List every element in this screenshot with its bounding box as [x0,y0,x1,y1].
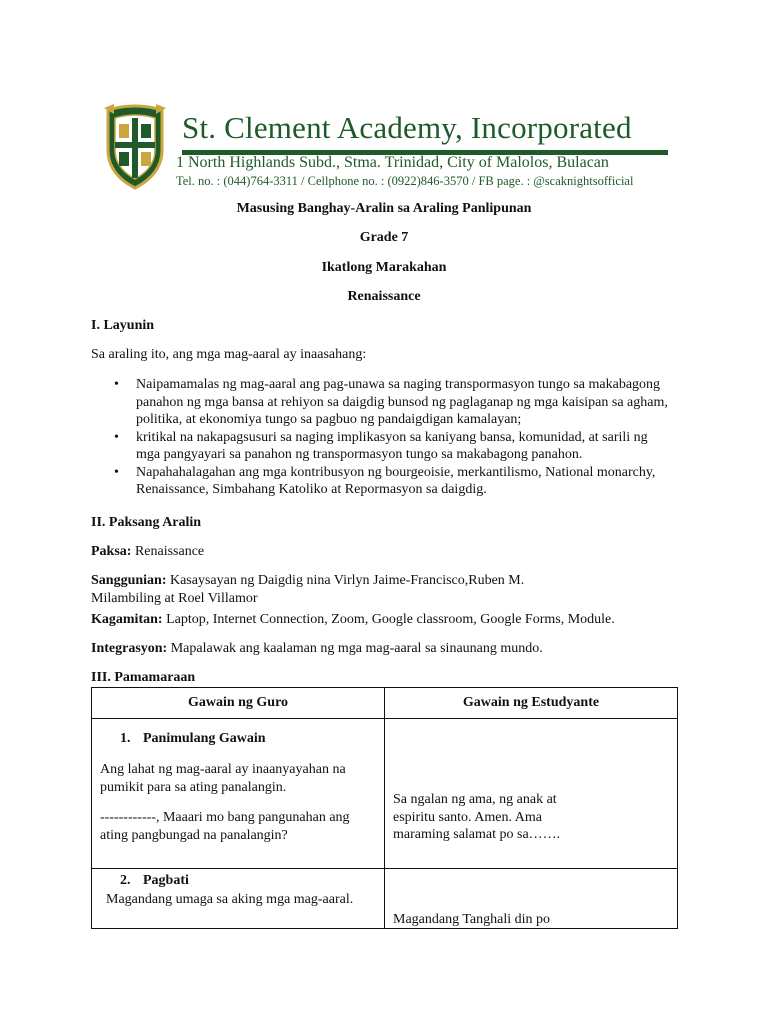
table-header-row [92,688,678,719]
guro-text: Magandang umaga sa aking mga mag-aaral. [106,892,354,907]
integrasyon-value: Mapalawak ang kaalaman ng mga mag-aaral sa sinaunang mundo. [167,641,543,656]
doc-title: Masusing Banghay-Aralin sa Araling Panlipunan [236,201,532,216]
guro-text: Ang lahat ng mag-aaral ay inaanyayahan na pumikit para sa ating panalangin. [100,762,346,795]
paksa-value: Renaissance [131,544,205,559]
column-header-estudyante: Gawain ng Estudyante [385,688,678,719]
layunin-intro: Sa araling ito, ang mga mag-aaral ay inaasahang: [91,347,367,362]
list-item-text: kritikal na nakapagsusuri sa naging implikasyon sa kaniyang bansa, komunidad, at sarili ng mga pangyayari sa panahon ng transpormasyon tungo sa makabagong panahon. [136,429,648,462]
school-name: St. Clement Academy, Incorporated [182,110,632,145]
guro-cell-panimula [92,719,385,869]
estudyante-text: Sa ngalan ng ama, ng anak at espiritu santo. Amen. Ama maraming salamat po sa……. [393,792,561,842]
guro-text: ------------, Maaari mo bang pangunahan ang ating pangbungad na panalangin? [100,810,350,843]
bullet-icon: • [114,464,119,480]
school-address: 1 North Highlands Subd., Stma. Trinidad, City of Malolos, Bulacan [176,154,609,171]
list-item [112,429,672,464]
sanggunian-line-2: Milambiling at Roel Villamor [91,591,258,606]
section-layunin-heading: I. Layunin [91,318,155,333]
lesson-procedure-table [91,687,678,929]
table-row [92,869,678,929]
bullet-icon: • [114,429,119,445]
step-title: Pagbati [143,873,189,888]
section-paksang-aralin-heading: II. Paksang Aralin [91,515,202,530]
list-item [112,376,672,429]
doc-topic: Renaissance [347,289,421,304]
sanggunian-value: Kasaysayan ng Daigdig nina Virlyn Jaime-Francisco,Ruben M. [166,573,525,588]
doc-grade: Grade 7 [359,230,409,245]
column-header-guro: Gawain ng Guro [92,688,385,719]
layunin-list [112,376,672,499]
sanggunian-line [91,573,524,589]
estudyante-cell-pagbati [385,869,678,929]
kagamitan-label: Kagamitan: [91,612,163,627]
table-row [92,719,678,869]
kagamitan-value: Laptop, Internet Connection, Zoom, Google classroom, Google Forms, Module. [162,612,615,627]
school-seal-icon [104,104,166,190]
step-number: 2. [120,873,131,888]
step-title: Panimulang Gawain [143,731,266,746]
estudyante-text: Magandang Tanghali din po [393,912,551,927]
list-item-text: Naipamamalas ng mag-aaral ang pag-unawa sa naging transpormasyon tungo sa makabagong panahon ng mga bansa at rehiyon sa daigdig bunsod ng paglaganap ng mga kaisipan sa agham, politika, at ekonomiya tungo sa pagbuo ng pandaigdigan kamalayan; [136,377,668,427]
paksa-line [91,544,204,560]
guro-cell-pagbati [92,869,385,929]
sanggunian-label: Sanggunian: [91,573,167,588]
list-item-text: Napahahalagahan ang mga kontribusyon ng bourgeoisie, merkantilismo, National monarchy, Renaissance, Simbahang Katoliko at Repormasyon sa daigdig. [136,464,656,497]
letterhead [104,104,674,194]
integrasyon-label: Integrasyon: [91,641,168,656]
doc-quarter: Ikatlong Marakahan [321,260,447,275]
school-contact: Tel. no. : (044)764-3311 / Cellphone no. : (0922)846-3570 / FB page. : @scaknightsofficial [176,174,634,188]
step-number: 1. [120,731,131,746]
bullet-icon: • [114,377,119,392]
kagamitan-line [91,612,615,628]
list-item [112,464,672,499]
integrasyon-line [91,641,543,657]
paksa-label: Paksa: [91,544,132,559]
section-pamamaraan-heading: III. Pamamaraan [91,670,196,685]
estudyante-cell-panimula [385,719,678,869]
